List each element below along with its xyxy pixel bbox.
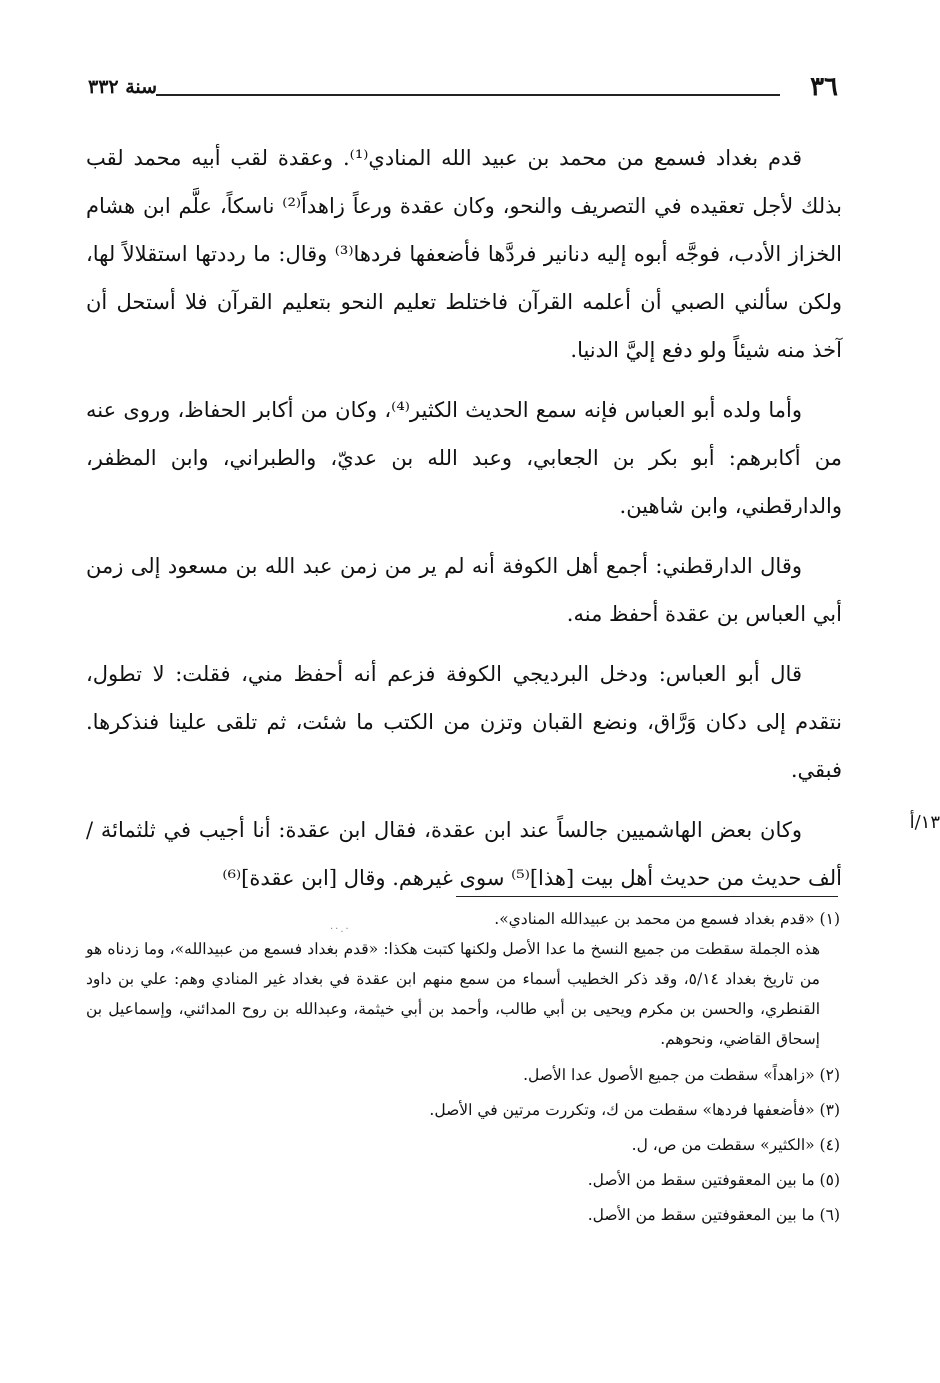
footnote-5: (٥) ما بين المعقوفتين سقط من الأصل. (587, 1171, 840, 1189)
footnote-rule (456, 896, 838, 897)
paragraph-3: وقال الدارقطني: أجمع أهل الكوفة أنه لم ير من زمن عبد الله بن مسعود إلى زمن أبي العباس بن عقدة أحفظ منه. (86, 554, 842, 626)
footnote-2: (٢) «زاهداً» سقطت من جميع الأصول عدا الأصل. (523, 1066, 840, 1084)
header-rule (156, 94, 780, 96)
footnote-3: (٣) «فأضعفها فردها» سقطت من ك، وتكررت مرتين في الأصل. (429, 1101, 840, 1119)
paragraph-1: قدم بغداد فسمع من محمد بن عبيد الله المنادي⁽¹⁾. وعقدة لقب أبيه محمد لقب بذلك لأجل تعقيده في التصريف والنحو، وكان عقدة ورعاً زاهداً⁽²⁾ ناسكاً، علَّم ابن هشام الخزاز الأدب، فوجَّه أبوه إليه دنانير فردَّها فأضعفها فردها⁽³⁾ وقال: ما رددتها استقلالاً لها، ولكن سألني الصبي أن أعلمه القرآن فاختلط تعليم النحو بتعليم القرآن فلا أستحل أن آخذ منه شيئاً ولو دفع إليَّ الدنيا. (86, 146, 842, 362)
main-text (86, 134, 842, 914)
footnote-6: (٦) ما بين المعقوفتين سقط من الأصل. (587, 1206, 840, 1224)
footnote-4: (٤) «الكثير» سقطت من ص، ل. (631, 1136, 840, 1154)
page-header (88, 72, 838, 108)
paragraph-2: وأما ولده أبو العباس فإنه سمع الحديث الكثير⁽⁴⁾، وكان من أكابر الحفاظ، وروى عنه من أكابرهم: أبو بكر بن الجعابي، وعبد الله بن عديّ، والطبراني، وابن المظفر، والدارقطني، وابن شاهين. (86, 398, 842, 518)
scan-specks: ·.·· (330, 924, 351, 935)
footnote-1-head: (١) «قدم بغداد فسمع من محمد بن عبيدالله المنادي». (494, 910, 840, 928)
footnote-1-note: هذه الجملة سقطت من جميع النسخ ما عدا الأصل ولكنها كتبت هكذا: «قدم بغداد فسمع من عبيدالله»، وما زدناه هو من تاريخ بغداد ٥/١٤، وقد ذكر الخطيب أسماء من سمع منهم ابن عقدة في بغداد غير المنادي وهم: علي بن داود القنطري، والحسن بن مكرم ويحيى بن أبي طالب، وأحمد بن أبي خيثمة، وعبدالله بن روح المدائني، وإسماعيل بن إسحاق القاضي، ونحوهم. (86, 940, 820, 1048)
footnote-list (86, 1058, 840, 1233)
paragraph-4: قال أبو العباس: ودخل البرديجي الكوفة فزعم أنه أحفظ مني، فقلت: لا تطول، نتقدم إلى دكان وَرَّاق، ونضع القبان وتزن من الكتب ما شئت، ثم تلقى علينا فنذكرها. فبقي. (86, 662, 842, 782)
footnotes (86, 904, 840, 1233)
running-head: سنة ٣٣٢ (88, 76, 158, 98)
manuscript-folio-ref: ١٣/أ (909, 812, 940, 833)
page-number: ٣٦ (810, 72, 838, 102)
paragraph-5: وكان بعض الهاشميين جالساً عند ابن عقدة، فقال ابن عقدة: أنا أجيب في ثلثمائة / ألف حديث من حديث أهل بيت [هذا]⁽⁵⁾ سوى غيرهم. وقال [ابن عقدة]⁽⁶⁾ (86, 818, 842, 890)
